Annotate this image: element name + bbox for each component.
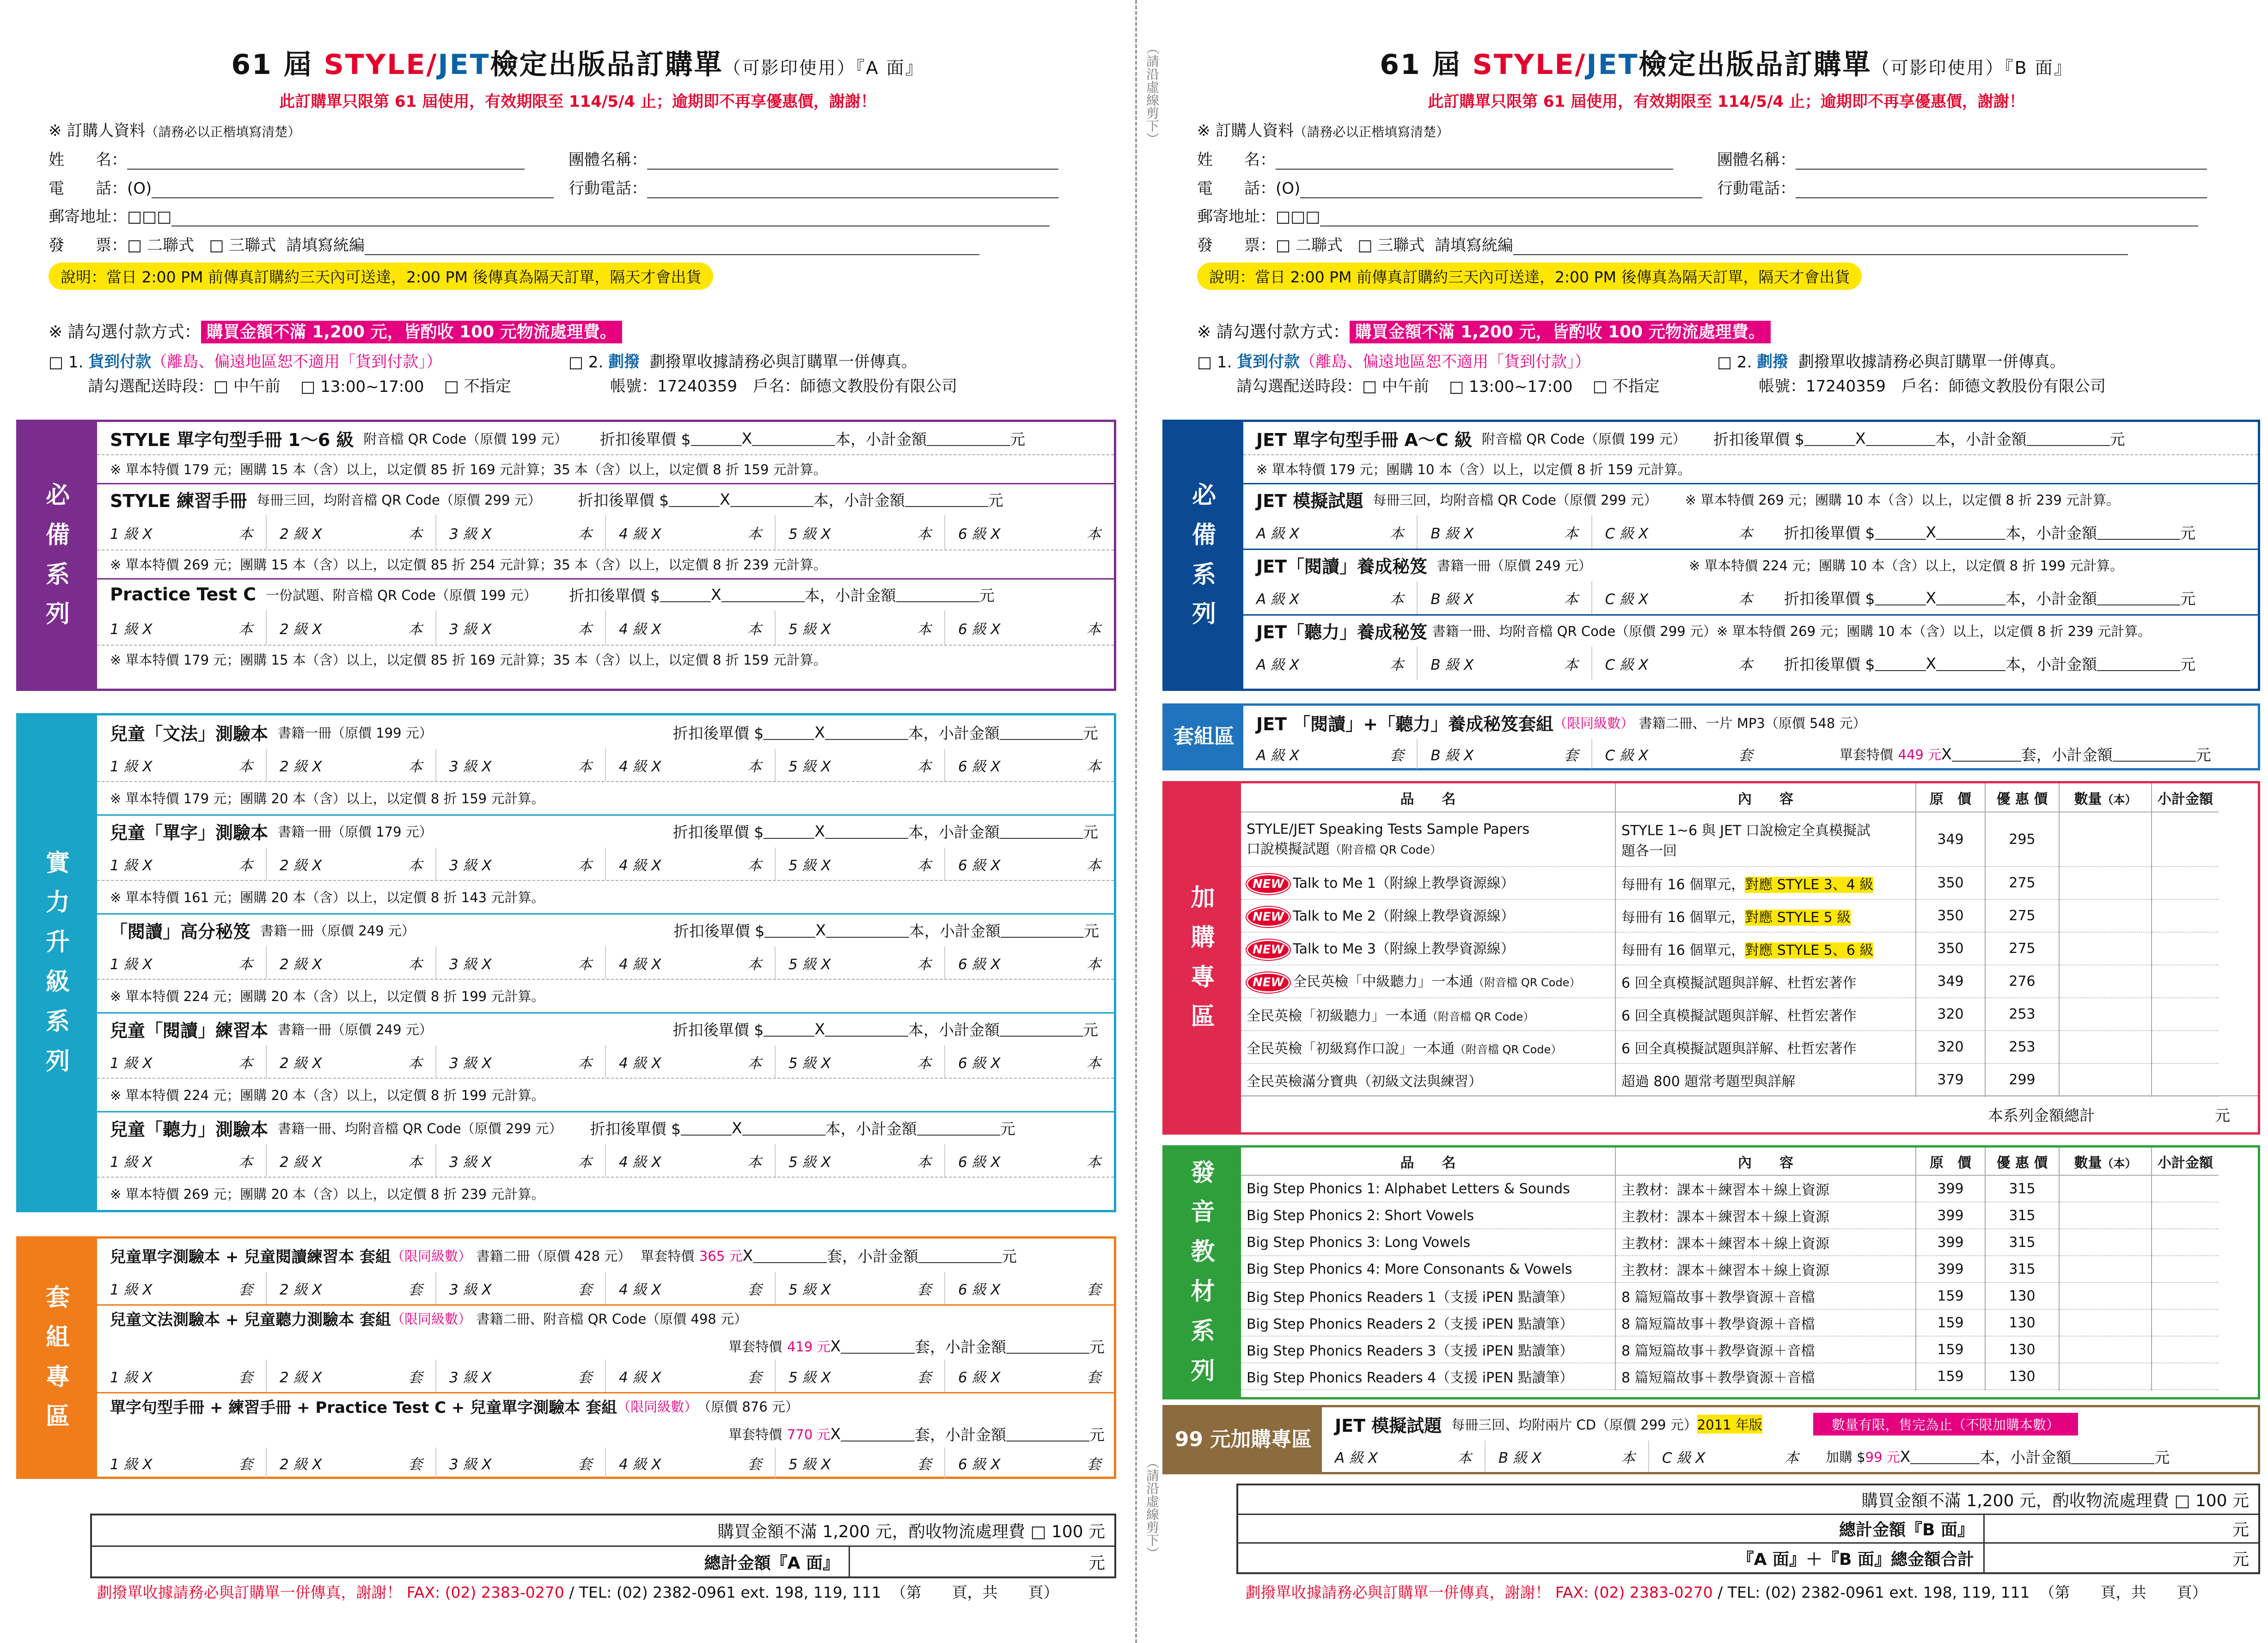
- subtotal-cell[interactable]: [2152, 1363, 2219, 1390]
- section-power-a: 實 力 升 級 系 列 兒童「文法」測驗本 書籍一冊（原價 199 元） 折扣後單價 $ X 本，小計金額 元 1 級 X 本 2 級 X 本 3 級 X 本 4 級 X 本 5 級 X 本 6 級 X 本 ※ 單本特價 179 元；團購 20 本（含）以上，以定價 8 折 159 元計算。 兒童「單字」測驗本 書籍一冊（原價 179 元） 折扣後單價 $ X 本，小計金額 元 1 級 X 本 2 級 X 本 3 級 X 本 4 級 X 本 5 級 X 本 6 級 X 本 ※ 單本特價 161 元；團購 20 本（含）以上，以定價 8 折 143 元計算。 「閱讀」高分秘笈 書籍一冊（原價 249 元） 折扣後單價 $ X 本，小計金額 元 1 級 X 本 2 級 X 本 3 級 X 本 4 級 X 本 5 級 X 本 6 級 X 本 ※ 單本特價 224 元；團購 20 本（含）以上，以定價 8 折 199 元計算。 兒童「閱讀」練習本 書籍一冊（原價 249 元） 折扣後單價 $ X 本，小計金額 元 1 級 X 本 2 級 X 本 3 級 X 本 4 級 X 本 5 級 X 本 6 級 X 本 ※ 單本特價 224 元；團購 20 本（含）以上，以定價 8 折 199 元計算。 兒童「聽力」測驗本 書籍一冊、均附音檔 QR Code（原價 299 元） 折扣後單價 $ X 本，小計金額 元 1 級 X 本 2 級 X 本 3 級 X 本 4 級 X 本 5 級 X 本 6 級 X 本 ※ 單本特價 269 元；團購 20 本（含）以上，以定價 8 折 239 元計算。: [16, 713, 1116, 1212]
- phone-row: 電 話：(O): [49, 176, 554, 198]
- form-title: 61 屆 STYLE/JET檢定出版品訂購單（可影印使用）『B 面』: [1380, 49, 2073, 81]
- qty-field[interactable]: [752, 430, 835, 446]
- qty-field[interactable]: [1866, 430, 1935, 446]
- section-required-b: 必 備 系 列 JET 單字句型手冊 A～C 級 附音檔 QR Code（原價 199 元） 折扣後單價 $ X 本，小計金額 元 ※ 單本特價 179 元；團購 10 本（含）以上，以定價 8 折 159 元計算。 JET 模擬試題 每冊三回，均附音檔 QR Code（原價 299 元） ※ 單本特價 269 元；團購 10 本（含）以上，以定價 8 折 239 元計算。 A 級 X 本 B 級 X 本 C 級 X 本 折扣後單價 $ X 本，小計金額 元 JET「閱讀」養成秘笈 書籍一冊（原價 249 元） ※ 單本特價 224 元；團購 10 本（含）以上，以定價 8 折 199 元計算。 A 級 X 本 B 級 X 本 C 級 X 本 折扣後單價 $ X 本，小計金額 元 JET「聽力」養成秘笈 書籍一冊、均附音檔 QR Code（原價 299 元） ※ 單本特價 269 元；團購 10 本（含）以上，以定價 8 折 239 元計算。 A 級 X 本 B 級 X 本 C 級 X 本 折扣後單價 $ X 本，小計金額 元: [1162, 420, 2260, 691]
- table-row: 全民英檢「初級寫作口說」一本通（附音檔 QR Code） 6 回全真模擬試題與詳解、杜哲宏著作 320 253: [1241, 1031, 2219, 1063]
- qty-field[interactable]: [730, 491, 813, 507]
- section-99-b: 99 元加購專區 JET 模擬試題 每冊三回、均附兩片 CD（原價 299 元） 2011 年版 數量有限，售完為止（不限加購本數） A 級 X 本 B 級 X 本 C 級 X 本 加購 $ 99 元 X 本，小計金額 元: [1162, 1405, 2260, 1474]
- table-row: NEW Talk to Me 2（附線上教學資源線） 每冊有 16 個單元，對應 STYLE 5 級 350 275: [1241, 899, 2219, 932]
- delivery-time-row: 請勾選配送時段： □ 中午前 □ 13:00~17:00 □ 不指定: [1236, 373, 1660, 396]
- product-row: Practice Test C 一份試題、附音檔 QR Code（原價 199 元） 折扣後單價 $ X 本，小計金額 元: [110, 584, 995, 605]
- qty-field[interactable]: [1910, 1448, 1980, 1464]
- style-logo: STYLE: [1472, 49, 1575, 81]
- subtotal-cell[interactable]: [2152, 932, 2219, 965]
- table-row: Big Step Phonics 3: Long Vowels 主教材：課本＋練習本＋線上資源 399 315: [1241, 1229, 2219, 1256]
- section-tab: 必 備 系 列: [1165, 422, 1243, 689]
- total-box-a: 購買金額不滿 1,200 元，酌收物流處理費 □ 100 元 總計金額『A 面』 元: [90, 1514, 1116, 1578]
- account-info: 帳號：17240359 戶名：師德文教股份有限公司: [1759, 377, 2106, 396]
- time-noon-checkbox[interactable]: □ 中午前: [1362, 377, 1429, 396]
- time-noon-checkbox[interactable]: □ 中午前: [214, 377, 281, 396]
- section-addon-b: [1162, 781, 2260, 1135]
- invoice-row: 發 票： □ 二聯式 □ 三聯式 請填寫統編: [1197, 232, 2128, 255]
- table-row: Big Step Phonics 1: Alphabet Letters & Sounds 主教材：課本＋練習本＋線上資源 399 315: [1241, 1175, 2219, 1202]
- time-afternoon-checkbox[interactable]: □ 13:00~17:00: [300, 378, 424, 396]
- section-tab: 實 力 升 級 系 列: [18, 715, 97, 1210]
- grade-qty-row[interactable]: 1 級 X 套 2 級 X 套 3 級 X 套 4 級 X 套 5 級 X 套 6 級 X 套: [97, 1360, 1114, 1392]
- qty-cell[interactable]: [2059, 1363, 2152, 1390]
- cod-option[interactable]: □ 1. 貨到付款 （離島、偏遠地區恕不適用「貨到付款」）: [1197, 353, 1591, 372]
- table-row: Big Step Phonics 2: Short Vowels 主教材：課本＋練習本＋線上資源 399 315: [1241, 1202, 2219, 1229]
- account-info: 帳號：17240359 戶名：師德文教股份有限公司: [610, 377, 958, 396]
- transfer-option[interactable]: □ 2. 劃撥 劃撥單收據請務必與訂購單一併傳真。: [1717, 353, 2066, 372]
- buyer-heading: ※ 訂購人資料 （請務必以正楷填寫清楚）: [1197, 122, 1449, 140]
- time-afternoon-checkbox[interactable]: □ 13:00~17:00: [1449, 378, 1573, 396]
- group-row: 團體名稱：: [569, 147, 1058, 170]
- table-row: 全民英檢「初級聽力」一本通（附音檔 QR Code） 6 回全真模擬試題與詳解、杜哲宏著作 320 253: [1241, 998, 2219, 1031]
- subtotal-cell[interactable]: [2152, 1063, 2219, 1096]
- subtotal-cell[interactable]: [2152, 965, 2219, 998]
- qty-field[interactable]: [1936, 590, 2005, 605]
- validity-notice: 此訂購單只限第 61 屆使用，有效期限至 114/5/4 止；逾期即不再享優惠價，謝謝！: [1428, 92, 2025, 111]
- address-row: 郵寄地址：□□□: [1197, 204, 2198, 226]
- qty-field[interactable]: [721, 586, 805, 602]
- qty-field[interactable]: [1936, 524, 2005, 540]
- section-tab: 99 元加購專區: [1165, 1407, 1322, 1472]
- price-note: ※ 單本特價 269 元；團購 20 本（含）以上，以定價 8 折 239 元計算。: [110, 1186, 545, 1202]
- phonics-table: 品 名 內 容 原 價 優 惠 價 數量（本） 小計金額 Big Step Phonics 1: Alphabet Letters & Sounds 主教材：課本＋練習本＋線上資源 399 315 Big Step Phonics 2: Short Vowels 主教材：課本＋練習本＋線上資源 399 315 Big Step Phonics 3: Long Vowels 主教材：課本＋練習本＋線上資源 399 315 Big Step Phonics 4: More Consonants & Vowels 主教材：課本＋練習本＋線上資源 399 315 Big Step Phonics Readers 1（支援 iPEN 點讀筆） 8 篇短篇故事＋教學資源＋音檔 159 130 Big Step Phonics Readers 2（支援 iPEN 點讀筆） 8 篇短篇故事＋教學資源＋音檔 159 130 Big Step Phonics Readers 3（支援 iPEN 點讀筆） 8 篇短篇故事＋教學資源＋音檔 159 130 Big Step Phonics Readers 4（支援 iPEN 點讀筆） 8 篇短篇故事＋教學資源＋音檔 159 130: [1241, 1148, 2219, 1390]
- qty-cell[interactable]: [2059, 1309, 2152, 1336]
- validity-notice: 此訂購單只限第 61 屆使用，有效期限至 114/5/4 止；逾期即不再享優惠價，謝謝！: [279, 92, 876, 111]
- level-qty-row[interactable]: A 級 X 本 B 級 X 本 C 級 X 本: [1322, 1441, 1812, 1472]
- invoice-three-checkbox[interactable]: □ 三聯式: [209, 236, 276, 255]
- new-badge: NEW: [1247, 972, 1290, 993]
- addon-table: 品 名 內 容 原 價 優 惠 價 數量（本） 小計金額 STYLE/JET Speaking Tests Sample Papers 口說模擬試題（附音檔 QR Code） STYLE 1~6 與 JET 口說檢定全真模擬試 題各一回 349 295 NEW Talk to Me 1（附線上教學資源線） 每冊有 16 個單元，對應 STYLE 3、4 級 350 275 NEW Talk to Me 2（附線上教學資源線） 每冊有 16 個單元，對應 STYLE 5 級 350 275 NEW Talk to Me 3（附線上教學資源線） 每冊有 16 個單元，對應 STYLE 5、6 級 350 275 NEW 全民英檢「中級聽力」一本通（附音檔 QR Code） 6 回全真模擬試題與詳解、杜哲宏著作 349 276 全民英檢「初級聽力」一本通（附音檔 QR Code） 6 回全真模擬試題與詳解、杜哲宏著作 320 253 全民英檢「初級寫作口說」一本通（附音檔 QR Code） 6 回全真模擬試題與詳解、杜哲宏著作 320 253 全民英檢滿分寶典（初級文法與練習） 超過 800 題常考題型與詳解 379 299: [1241, 783, 2219, 1097]
- price-note: ※ 單本特價 179 元；團購 20 本（含）以上，以定價 8 折 159 元計算。: [110, 790, 545, 806]
- invoice-three-checkbox[interactable]: □ 三聯式: [1357, 236, 1425, 255]
- qty-field[interactable]: [825, 724, 908, 740]
- section-set-b: 套組區 JET 「閱讀」+「聽力」養成秘笈套組 （限同級數） 書籍二冊、一片 MP3（原價 548 元） A 級 X 套 B 級 X 套 C 級 X 套 單套特價 449 元 X 套，小計金額 元: [1162, 703, 2260, 770]
- delivery-note: 說明：當日 2:00 PM 前傳真訂購約三天內可送達，2:00 PM 後傳真為隔天訂單，隔天才會出貨: [49, 263, 713, 290]
- section-sets-a: 套 組 專 區 兒童單字測驗本 + 兒童閱讀練習本 套組 （限同級數） 書籍二冊（原價 428 元） 單套特價 365 元 X 套，小計金額 元 1 級 X 套 2 級 X 套 3 級 X 套 4 級 X 套 5 級 X 套 6 級 X 套 兒童文法測驗本 + 兒童聽力測驗本 套組 （限同級數） 書籍二冊、附音檔 QR Code（原價 498 元） 單套特價 419 元 X 套，小計金額 元 1 級 X 套 2 級 X 套 3 級 X 套 4 級 X 套 5 級 X 套 6 級 X 套 單字句型手冊 + 練習手冊 + Practice Test C + 兒童單字測驗本 套組 （限同級數） （原價 876 元） 單套特價 770 元 X 套，小計金額 元 1 級 X 套 2 級 X 套 3 級 X 套 4 級 X 套 5 級 X 套 6 級 X 套: [16, 1236, 1116, 1479]
- qty-cell[interactable]: [2059, 932, 2152, 965]
- qty-cell[interactable]: [2059, 998, 2152, 1031]
- section-tab: 套組區: [1165, 706, 1243, 768]
- qty-field[interactable]: [825, 1021, 908, 1037]
- phone-row: 電 話：(O): [1197, 176, 1702, 198]
- jet-logo: JET: [438, 49, 490, 81]
- qty-cell[interactable]: [2059, 867, 2152, 899]
- section-tab: 發 音 教 材 系 列: [1165, 1148, 1241, 1397]
- qty-field[interactable]: [742, 1120, 825, 1136]
- time-any-checkbox[interactable]: □ 不指定: [444, 377, 511, 396]
- cut-label: （請沿虛線剪下）: [1144, 1456, 1160, 1559]
- qty-cell[interactable]: [2059, 812, 2152, 867]
- order-form-side-b: [1162, 0, 2268, 1643]
- invoice-row: 發 票： □ 二聯式 □ 三聯式 請填寫統編: [49, 232, 979, 255]
- qty-field[interactable]: [841, 1426, 915, 1441]
- new-badge: NEW: [1247, 907, 1290, 927]
- qty-cell[interactable]: [2059, 1202, 2152, 1229]
- table-row: Big Step Phonics Readers 3（支援 iPEN 點讀筆） 8 篇短篇故事＋教學資源＋音檔 159 130: [1241, 1336, 2219, 1363]
- cut-label: （請沿虛線剪下）: [1144, 42, 1160, 145]
- payment-heading: ※ 請勾選付款方式： 購買金額不滿 1,200 元，皆酌收 100 元物流處理費。: [49, 319, 622, 342]
- subtotal-cell[interactable]: [2152, 867, 2219, 899]
- qty-field[interactable]: [753, 1247, 827, 1263]
- grade-qty-row[interactable]: 1 級 X 本 2 級 X 本 3 級 X 本 4 級 X 本 5 級 X 本 6 級 X 本: [97, 947, 1114, 979]
- transfer-option[interactable]: □ 2. 劃撥 劃撥單收據請務必與訂購單一併傳真。: [569, 353, 917, 372]
- section-tab: 加 購 專 區: [1165, 783, 1241, 1132]
- phone-field[interactable]: [1300, 183, 1702, 198]
- level-qty-row[interactable]: A 級 X 套 B 級 X 套 C 級 X 套: [1243, 739, 1766, 769]
- table-row: Big Step Phonics Readers 1（支援 iPEN 點讀筆） 8 篇短篇故事＋教學資源＋音檔 159 130: [1241, 1283, 2219, 1309]
- subtotal-cell[interactable]: [2152, 1309, 2219, 1336]
- subtotal-cell[interactable]: [2152, 1229, 2219, 1256]
- qty-field[interactable]: [825, 823, 908, 839]
- qty-cell[interactable]: [2059, 899, 2152, 932]
- qty-cell[interactable]: [2059, 1336, 2152, 1363]
- delivery-time-row: 請勾選配送時段： □ 中午前 □ 13:00~17:00 □ 不指定: [88, 373, 511, 396]
- table-row: Big Step Phonics Readers 4（支援 iPEN 點讀筆） 8 篇短篇故事＋教學資源＋音檔 159 130: [1241, 1363, 2219, 1390]
- qty-cell[interactable]: [2059, 1283, 2152, 1309]
- section-tab: 套 組 專 區: [18, 1239, 97, 1477]
- subtotal-cell[interactable]: [2152, 1336, 2219, 1363]
- mobile-field[interactable]: [647, 183, 1058, 198]
- footer-a: 劃撥單收據請務必與訂購單一併傳真，謝謝！ FAX: (02) 2383-0270 / TEL: (02) 2382-0961 ext. 198, 119, 111 （第 頁，共 頁）: [97, 1583, 1059, 1601]
- table-row: 全民英檢滿分寶典（初級文法與練習） 超過 800 題常考題型與詳解 379 299: [1241, 1063, 2219, 1096]
- address-field[interactable]: [171, 211, 1050, 226]
- table-row: NEW 全民英檢「中級聽力」一本通（附音檔 QR Code） 6 回全真模擬試題與詳解、杜哲宏著作 349 276: [1241, 965, 2219, 998]
- grade-qty-row[interactable]: 1 級 X 本 2 級 X 本 3 級 X 本 4 級 X 本 5 級 X 本 6 級 X 本: [97, 1045, 1114, 1078]
- cut-line: [1135, 0, 1137, 1643]
- grade-qty-row[interactable]: 1 級 X 套 2 級 X 套 3 級 X 套 4 級 X 套 5 級 X 套 6 級 X 套: [97, 1448, 1114, 1478]
- form-title: 61 屆 STYLE/JET檢定出版品訂購單（可影印使用）『A 面』: [231, 49, 924, 81]
- name-field[interactable]: [1276, 154, 1673, 170]
- qty-cell[interactable]: [2059, 1031, 2152, 1063]
- group-field[interactable]: [647, 154, 1058, 170]
- qty-cell[interactable]: [2059, 1229, 2152, 1256]
- subtotal-cell[interactable]: [2152, 1283, 2219, 1309]
- address-field[interactable]: [1320, 211, 2198, 226]
- cod-option[interactable]: □ 1. 貨到付款 （離島、偏遠地區恕不適用「貨到付款」）: [49, 353, 442, 372]
- new-badge: NEW: [1247, 940, 1290, 960]
- table-row: NEW Talk to Me 1（附線上教學資源線） 每冊有 16 個單元，對應 STYLE 3、4 級 350 275: [1241, 867, 2219, 899]
- price-note: ※ 單本特價 179 元；團購 15 本（含）以上，以定價 85 折 169 元計算；35 本（含）以上，以定價 8 折 159 元計算。: [110, 652, 827, 668]
- qty-cell[interactable]: [2059, 1063, 2152, 1096]
- phone-field[interactable]: [152, 183, 554, 198]
- invoice-two-checkbox[interactable]: □ 二聯式: [127, 236, 194, 255]
- qty-field[interactable]: [1936, 655, 2005, 671]
- subtotal-cell[interactable]: [2152, 998, 2219, 1031]
- total-box-b: 購買金額不滿 1,200 元，酌收物流處理費 □ 100 元 總計金額『B 面』 元 『A 面』＋『B 面』總金額合計 元: [1236, 1484, 2260, 1574]
- table-row: Big Step Phonics Readers 2（支援 iPEN 點讀筆） 8 篇短篇故事＋教學資源＋音檔 159 130: [1241, 1309, 2219, 1336]
- group-field[interactable]: [1796, 154, 2207, 170]
- time-any-checkbox[interactable]: □ 不指定: [1592, 377, 1660, 396]
- grade-qty-row[interactable]: 1 級 X 本 2 級 X 本 3 級 X 本 4 級 X 本 5 級 X 本 6 級 X 本: [97, 848, 1114, 880]
- section-tab: 必 備 系 列: [18, 422, 97, 689]
- name-row: 姓 名：: [49, 147, 525, 170]
- mobile-row: 行動電話：: [1717, 176, 2207, 198]
- price-note: ※ 單本特價 224 元；團購 20 本（含）以上，以定價 8 折 199 元計算。: [110, 988, 545, 1004]
- payment-heading: ※ 請勾選付款方式： 購買金額不滿 1,200 元，皆酌收 100 元物流處理費。: [1197, 319, 1771, 342]
- style-logo: STYLE: [324, 49, 427, 81]
- level-qty-row[interactable]: A 級 X 本 B 級 X 本 C 級 X 本: [1243, 647, 1766, 680]
- subtotal-cell[interactable]: [2152, 899, 2219, 932]
- order-form-side-a: [14, 0, 1142, 1643]
- new-badge: NEW: [1247, 874, 1290, 894]
- address-row: 郵寄地址：□□□: [49, 204, 1050, 226]
- qty-cell[interactable]: [2059, 1256, 2152, 1283]
- table-row: NEW Talk to Me 3（附線上教學資源線） 每冊有 16 個單元，對應 STYLE 5、6 級 350 275: [1241, 932, 2219, 965]
- buyer-heading: ※ 訂購人資料 （請務必以正楷填寫清楚）: [49, 122, 301, 140]
- tax-id-field[interactable]: [1513, 239, 2128, 255]
- price-note: ※ 單本特價 179 元；團購 10 本（含）以上，以定價 8 折 159 元計算。: [1256, 461, 1691, 477]
- product-row: STYLE 單字句型手冊 1～6 級 附音檔 QR Code（原價 199 元） 折扣後單價 $ X 本，小計金額 元: [110, 429, 1026, 450]
- grade-qty-row[interactable]: 1 級 X 套 2 級 X 套 3 級 X 套 4 級 X 套 5 級 X 套 6 級 X 套: [97, 1272, 1114, 1304]
- delivery-note: 說明：當日 2:00 PM 前傳真訂購約三天內可送達，2:00 PM 後傳真為隔天訂單，隔天才會出貨: [1197, 263, 1862, 290]
- mobile-field[interactable]: [1796, 183, 2207, 198]
- subtotal-cell[interactable]: [2152, 812, 2219, 867]
- level-qty-row[interactable]: A 級 X 本 B 級 X 本 C 級 X 本: [1243, 581, 1766, 614]
- tax-id-field[interactable]: [365, 239, 979, 255]
- subtotal-cell[interactable]: [2152, 1202, 2219, 1229]
- qty-field[interactable]: [841, 1338, 915, 1354]
- grade-qty-row[interactable]: 1 級 X 本 2 級 X 本 3 級 X 本 4 級 X 本 5 級 X 本 6 級 X 本: [97, 1144, 1114, 1177]
- price-note: ※ 單本特價 224 元；團購 20 本（含）以上，以定價 8 折 199 元計算。: [110, 1087, 545, 1103]
- jet-logo: JET: [1586, 49, 1639, 81]
- level-qty-row[interactable]: A 級 X 本 B 級 X 本 C 級 X 本: [1243, 515, 1766, 549]
- addon-total-row: 本系列金額總計 元: [1241, 1095, 2258, 1132]
- qty-field[interactable]: [826, 922, 909, 938]
- price-note: ※ 單本特價 161 元；團購 20 本（含）以上，以定價 8 折 143 元計算。: [110, 889, 545, 905]
- footer-b: 劃撥單收據請務必與訂購單一併傳真，謝謝！ FAX: (02) 2383-0270 / TEL: (02) 2382-0961 ext. 198, 119, 111 （第 頁，共 頁）: [1245, 1583, 2207, 1601]
- qty-cell[interactable]: [2059, 965, 2152, 998]
- price-note: ※ 單本特價 269 元；團購 15 本（含）以上，以定價 85 折 254 元計算；35 本（含）以上，以定價 8 折 239 元計算。: [110, 556, 827, 573]
- table-row: STYLE/JET Speaking Tests Sample Papers 口說模擬試題（附音檔 QR Code） STYLE 1~6 與 JET 口說檢定全真模擬試 題各一回 349 295: [1241, 812, 2219, 867]
- invoice-two-checkbox[interactable]: □ 二聯式: [1276, 236, 1343, 255]
- grade-qty-row[interactable]: 1 級 X 本 2 級 X 本 3 級 X 本 4 級 X 本 5 級 X 本 6 級 X 本: [97, 749, 1114, 781]
- subtotal-cell[interactable]: [2152, 1175, 2219, 1202]
- section-phonics-b: [1162, 1145, 2260, 1399]
- subtotal-cell[interactable]: [2152, 1256, 2219, 1283]
- table-row: Big Step Phonics 4: More Consonants & Vowels 主教材：課本＋練習本＋線上資源 399 315: [1241, 1256, 2219, 1283]
- qty-field[interactable]: [1952, 746, 2021, 762]
- price-note: ※ 單本特價 179 元；團購 15 本（含）以上，以定價 85 折 169 元計算；35 本（含）以上，以定價 8 折 159 元計算。: [110, 461, 827, 477]
- mobile-row: 行動電話：: [569, 176, 1058, 198]
- section-required-a: [16, 420, 1116, 691]
- product-row: STYLE 練習手冊 每冊三回，均附音檔 QR Code（原價 299 元） 折扣後單價 $ X 本，小計金額 元: [110, 490, 1003, 511]
- qty-cell[interactable]: [2059, 1175, 2152, 1202]
- grade-qty-row[interactable]: 1 級 X 本 2 級 X 本 3 級 X 本 4 級 X 本 5 級 X 本 6 級 X 本: [97, 515, 1114, 550]
- name-row: 姓 名：: [1197, 147, 1673, 170]
- group-row: 團體名稱：: [1717, 147, 2207, 170]
- name-field[interactable]: [127, 154, 525, 170]
- grade-qty-row[interactable]: 1 級 X 本 2 級 X 本 3 級 X 本 4 級 X 本 5 級 X 本 6 級 X 本: [97, 611, 1114, 645]
- subtotal-cell[interactable]: [2152, 1031, 2219, 1063]
